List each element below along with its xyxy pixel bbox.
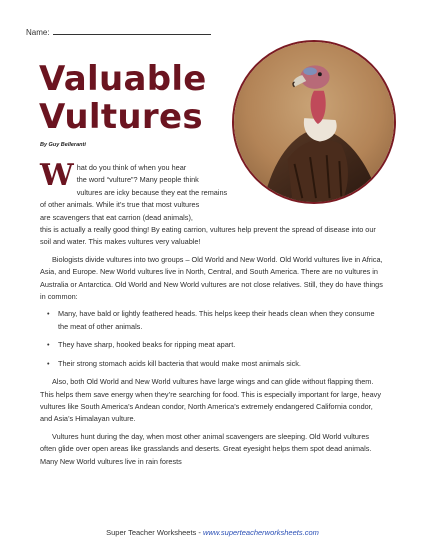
list-item: • They have sharp, hooked beaks for ripping meat apart. [40,339,386,351]
article-body [40,158,386,473]
common-traits-list [40,308,386,370]
paragraph-3: Also, both Old World and New World vultures have large wings and can glide without flapping them. This helps them save energy when they’re searching for food. This is especially important for large, heavy vultures like South America’s Andean condor, North America’s extremely endangered California condor, and Asia’s Himalayan vulture. [40,377,381,424]
paragraph-1-rest: this is actually a really good thing! By eating carrion, vultures help prevent the spread of disease into our soil and water. This makes vultures very valuable! [40,225,376,247]
paragraph-4: Vultures hunt during the day, when most other animal scavengers are sleeping. Old World vultures often glide over open areas like grasslands and deserts. Great eyesight helps them spot dead animals. Many New World vultures live in rain forests [40,431,372,466]
title-line-1: Valuable [39,59,207,99]
name-label: Name: [26,28,50,37]
paragraph-1-line: the word “vulture”? Many people think [76,175,199,185]
paragraph-1-line: of other animals. While it’s true that most vultures [40,200,200,210]
drop-cap: W [40,158,74,193]
page-title [39,60,207,136]
name-field-row [26,27,211,37]
footer-separator: - [196,528,203,537]
list-item: • Their strong stomach acids kill bacteria that would make most animals sick. [40,358,386,370]
paragraph-2: Biologists divide vultures into two groups – Old World and New World. Old World vultures live in Africa, Asia, and Europe. New World vultures live in North, Central, and South America. There are no vultures in Australia or Antarctica. Old World and New World vultures are not close relatives. Still, they do have things in common: [40,254,383,302]
paragraph-1-line: hat do you think of when you hear [76,163,187,172]
footer-brand: Super Teacher Worksheets [106,528,197,537]
author-byline: By Guy Belleranti [40,142,86,148]
title-line-2: Vultures [39,97,203,137]
paragraph-1 [40,158,386,249]
list-item: • Many, have bald or lightly feathered heads. This helps keep their heads clean when they consume the meat of other animals. [40,308,386,333]
paragraph-1-line: are scavengers that eat carrion (dead animals), [40,212,193,222]
footer-url-link[interactable]: www.superteacherworksheets.com [202,528,319,537]
paragraph-1-line: vultures are icky because they eat the remains [76,187,228,197]
name-blank-line[interactable] [53,27,211,35]
page-footer [0,528,425,537]
